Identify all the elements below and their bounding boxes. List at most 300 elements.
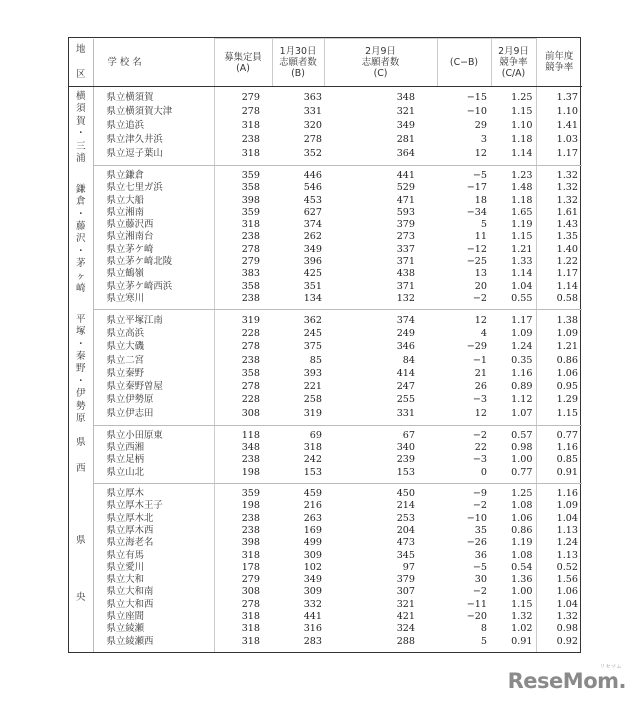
ratio-feb9-cell: 1.65 bbox=[491, 207, 536, 219]
school-name-cell: 県立厚木北 bbox=[93, 513, 214, 525]
prev-year-ratio-cell: 1.10 bbox=[556, 106, 578, 118]
table-row bbox=[69, 87, 582, 106]
table-row bbox=[69, 147, 582, 166]
table-row bbox=[69, 293, 582, 310]
applicants-feb9-cell: 247 bbox=[396, 381, 415, 393]
capacity-cell: 398 bbox=[241, 194, 260, 206]
diff-cell: 20 bbox=[474, 280, 487, 292]
table-row bbox=[69, 562, 582, 574]
school-name-cell: 県立逗子葉山 bbox=[93, 147, 214, 166]
applicants-feb9-cell: 346 bbox=[396, 341, 415, 353]
table-row bbox=[69, 599, 582, 611]
ratio-feb9-cell: 1.14 bbox=[491, 147, 536, 166]
diff-cell: 12 bbox=[474, 314, 487, 326]
applicants-jan30-cell: 245 bbox=[303, 328, 322, 340]
diff-cell: −5 bbox=[472, 561, 487, 573]
applicants-feb9-cell: 307 bbox=[396, 586, 415, 598]
prev-year-ratio-cell: 1.04 bbox=[556, 512, 578, 524]
school-name-cell: 県立七里ガ浜 bbox=[93, 182, 214, 194]
applicants-feb9-cell: 529 bbox=[396, 182, 415, 194]
region-label: 鎌 倉 ・ 藤 沢 ・ 茅 ヶ 崎 bbox=[69, 165, 93, 309]
applicants-feb9-cell: 374 bbox=[396, 314, 415, 326]
capacity-cell: 198 bbox=[214, 467, 272, 484]
applicants-jan30-cell: 258 bbox=[303, 394, 322, 406]
applicants-jan30-cell: 332 bbox=[303, 598, 322, 610]
capacity-cell: 308 bbox=[241, 586, 260, 598]
table-row bbox=[69, 367, 582, 380]
applicants-jan30-cell: 69 bbox=[309, 429, 322, 441]
table-row bbox=[69, 165, 582, 182]
school-name-cell: 県立横須賀 bbox=[93, 87, 214, 106]
capacity-cell: 279 bbox=[241, 92, 260, 103]
table-row bbox=[69, 454, 582, 466]
table-row bbox=[69, 231, 582, 243]
school-name-cell: 県立有馬 bbox=[93, 550, 214, 562]
school-name-cell: 県立山北 bbox=[93, 467, 214, 484]
school-name-cell: 県立厚木王子 bbox=[93, 500, 214, 512]
diff-cell: −17 bbox=[466, 182, 487, 194]
capacity-cell: 358 bbox=[241, 182, 260, 194]
capacity-cell: 228 bbox=[241, 328, 260, 340]
capacity-cell: 383 bbox=[241, 268, 260, 280]
ratio-feb9-cell: 1.19 bbox=[491, 537, 536, 549]
applicants-feb9-cell: 349 bbox=[396, 119, 415, 131]
school-name-cell: 県立西湘 bbox=[93, 442, 214, 454]
region-label: 平 塚 ・ 秦 野 ・ 伊 勢 原 bbox=[69, 310, 93, 426]
school-name-cell: 県立大磯 bbox=[93, 341, 214, 354]
table-row bbox=[69, 442, 582, 454]
prev-year-ratio-cell: 1.13 bbox=[556, 549, 578, 561]
applicants-jan30-cell: 242 bbox=[303, 454, 322, 466]
diff-cell: −5 bbox=[472, 169, 487, 181]
prev-year-ratio-cell: 1.16 bbox=[556, 488, 578, 500]
ratio-feb9-cell: 1.00 bbox=[491, 454, 536, 466]
diff-cell: 5 bbox=[480, 635, 487, 647]
region-label: 県 西 bbox=[69, 425, 93, 483]
applicant-ratio-table bbox=[69, 38, 582, 652]
ratio-feb9-cell: 1.15 bbox=[491, 105, 536, 119]
ratio-feb9-cell: 1.19 bbox=[491, 219, 536, 231]
school-name-cell: 県立大船 bbox=[93, 195, 214, 207]
header-row bbox=[69, 39, 582, 87]
prev-year-ratio-cell: 1.32 bbox=[556, 169, 578, 181]
prev-year-ratio-cell: 1.56 bbox=[556, 574, 578, 586]
table-row bbox=[69, 484, 582, 501]
applicants-feb9-cell: 441 bbox=[396, 169, 415, 181]
table-row bbox=[69, 119, 582, 133]
applicants-jan30-cell: 441 bbox=[303, 611, 322, 623]
ratio-feb9-cell: 0.86 bbox=[491, 525, 536, 537]
header-applicants-feb9: 2月9日 志願者数 (C) bbox=[324, 39, 437, 87]
school-name-cell: 県立湘南台 bbox=[93, 231, 214, 243]
prev-year-ratio-cell: 1.32 bbox=[556, 182, 578, 194]
applicants-feb9-cell: 348 bbox=[396, 92, 415, 103]
table-row bbox=[69, 407, 582, 425]
prev-year-ratio-cell: 0.85 bbox=[556, 454, 578, 466]
school-name-cell: 県立綾瀬西 bbox=[93, 636, 214, 652]
table-row bbox=[69, 500, 582, 512]
school-name-cell: 県立追浜 bbox=[93, 119, 214, 133]
applicants-feb9-cell: 345 bbox=[396, 549, 415, 561]
ratio-feb9-cell: 0.35 bbox=[491, 354, 536, 367]
diff-cell: −12 bbox=[466, 243, 487, 255]
applicants-jan30-cell: 425 bbox=[303, 268, 322, 280]
applicants-jan30-cell: 309 bbox=[303, 549, 322, 561]
table-row bbox=[69, 328, 582, 341]
capacity-cell: 278 bbox=[241, 381, 260, 393]
diff-cell: −2 bbox=[437, 293, 491, 310]
table-row bbox=[69, 281, 582, 293]
ratio-feb9-cell: 1.18 bbox=[491, 195, 536, 207]
applicants-feb9-cell: 153 bbox=[324, 467, 437, 484]
applicants-jan30-cell: 349 bbox=[303, 243, 322, 255]
applicants-feb9-cell: 340 bbox=[396, 442, 415, 454]
ratio-feb9-cell: 1.32 bbox=[491, 611, 536, 623]
results-table-container bbox=[68, 37, 581, 653]
diff-cell: 35 bbox=[474, 524, 487, 536]
diff-cell: 5 bbox=[480, 219, 487, 231]
applicants-jan30-cell: 331 bbox=[303, 106, 322, 118]
prev-year-ratio-cell: 0.52 bbox=[556, 561, 578, 573]
prev-year-ratio-cell: 1.61 bbox=[556, 206, 578, 218]
diff-cell: 13 bbox=[474, 268, 487, 280]
capacity-cell: 198 bbox=[241, 500, 260, 512]
capacity-cell: 318 bbox=[214, 147, 272, 166]
applicants-feb9-cell: 337 bbox=[396, 243, 415, 255]
ratio-feb9-cell: 0.98 bbox=[491, 442, 536, 454]
school-name-cell: 県立鶴嶺 bbox=[93, 268, 214, 280]
applicants-feb9-cell: 214 bbox=[396, 500, 415, 512]
applicants-jan30-cell: 393 bbox=[303, 367, 322, 379]
ratio-feb9-cell: 1.08 bbox=[491, 550, 536, 562]
applicants-jan30-cell: 283 bbox=[303, 635, 322, 647]
prev-year-ratio-cell: 1.17 bbox=[536, 147, 582, 166]
ratio-feb9-cell: 1.10 bbox=[491, 119, 536, 133]
capacity-cell: 278 bbox=[241, 341, 260, 353]
ratio-feb9-cell: 1.12 bbox=[491, 394, 536, 407]
applicants-jan30-cell: 320 bbox=[303, 119, 322, 131]
capacity-cell: 358 bbox=[241, 367, 260, 379]
capacity-cell: 348 bbox=[241, 442, 260, 454]
capacity-cell: 358 bbox=[241, 280, 260, 292]
applicants-feb9-cell: 273 bbox=[396, 231, 415, 243]
applicants-jan30-cell: 627 bbox=[303, 206, 322, 218]
applicants-feb9-cell: 371 bbox=[396, 256, 415, 268]
applicants-feb9-cell: 321 bbox=[396, 106, 415, 118]
applicants-feb9-cell: 249 bbox=[396, 328, 415, 340]
table-row bbox=[69, 354, 582, 367]
prev-year-ratio-cell: 0.77 bbox=[556, 429, 578, 441]
resemom-logo: リセマム ReseMom. bbox=[507, 664, 626, 693]
prev-year-ratio-cell: 1.22 bbox=[556, 256, 578, 268]
capacity-cell: 318 bbox=[241, 611, 260, 623]
ratio-feb9-cell: 0.89 bbox=[491, 381, 536, 394]
diff-cell: 11 bbox=[474, 231, 487, 243]
school-name-cell: 県立大和 bbox=[93, 574, 214, 586]
ratio-feb9-cell: 0.54 bbox=[491, 562, 536, 574]
capacity-cell: 318 bbox=[241, 549, 260, 561]
school-name-cell: 県立厚木西 bbox=[93, 525, 214, 537]
capacity-cell: 238 bbox=[241, 354, 260, 366]
ratio-feb9-cell: 1.25 bbox=[491, 87, 536, 106]
applicants-feb9-cell: 450 bbox=[396, 488, 415, 500]
header-school-name: 学校名 bbox=[93, 39, 214, 87]
applicants-feb9-cell: 593 bbox=[396, 206, 415, 218]
school-name-cell: 県立鎌倉 bbox=[93, 165, 214, 182]
applicants-jan30-cell: 374 bbox=[303, 219, 322, 231]
applicants-feb9-cell: 253 bbox=[396, 512, 415, 524]
capacity-cell: 279 bbox=[241, 574, 260, 586]
capacity-cell: 359 bbox=[241, 206, 260, 218]
ratio-feb9-cell: 1.00 bbox=[491, 586, 536, 598]
capacity-cell: 359 bbox=[241, 169, 260, 181]
applicants-feb9-cell: 321 bbox=[396, 598, 415, 610]
header-applicants-jan30: 1月30日 志願者数 (B) bbox=[272, 39, 324, 87]
prev-year-ratio-cell: 1.40 bbox=[556, 243, 578, 255]
applicants-jan30-cell: 169 bbox=[303, 524, 322, 536]
ratio-feb9-cell: 1.16 bbox=[491, 367, 536, 380]
ratio-feb9-cell: 0.91 bbox=[491, 636, 536, 652]
header-region: 地 区 bbox=[69, 39, 93, 87]
applicants-jan30-cell: 352 bbox=[272, 147, 324, 166]
prev-year-ratio-cell: 1.29 bbox=[556, 394, 578, 406]
applicants-jan30-cell: 134 bbox=[272, 293, 324, 310]
table-row bbox=[69, 537, 582, 549]
diff-cell: −25 bbox=[466, 256, 487, 268]
diff-cell: 0 bbox=[437, 467, 491, 484]
diff-cell: −34 bbox=[466, 206, 487, 218]
applicants-feb9-cell: 132 bbox=[324, 293, 437, 310]
capacity-cell: 238 bbox=[241, 454, 260, 466]
table-row bbox=[69, 525, 582, 537]
capacity-cell: 398 bbox=[241, 537, 260, 549]
header-prev-year-ratio: 前年度 競争率 bbox=[536, 39, 582, 87]
applicants-feb9-cell: 379 bbox=[396, 219, 415, 231]
applicants-feb9-cell: 204 bbox=[396, 524, 415, 536]
school-name-cell: 県立海老名 bbox=[93, 537, 214, 549]
diff-cell: 26 bbox=[474, 381, 487, 393]
prev-year-ratio-cell: 1.16 bbox=[556, 442, 578, 454]
diff-cell: 8 bbox=[480, 623, 487, 635]
applicants-jan30-cell: 278 bbox=[303, 133, 322, 145]
applicants-feb9-cell: 379 bbox=[396, 574, 415, 586]
school-name-cell: 県立平塚江南 bbox=[93, 310, 214, 328]
capacity-cell: 318 bbox=[241, 219, 260, 231]
capacity-cell: 318 bbox=[241, 623, 260, 635]
ratio-feb9-cell: 1.48 bbox=[491, 182, 536, 194]
prev-year-ratio-cell: 0.91 bbox=[536, 467, 582, 484]
table-row bbox=[69, 268, 582, 280]
prev-year-ratio-cell: 1.21 bbox=[556, 341, 578, 353]
prev-year-ratio-cell: 1.14 bbox=[556, 280, 578, 292]
applicants-feb9-cell: 471 bbox=[396, 194, 415, 206]
diff-cell: 3 bbox=[480, 133, 487, 145]
school-name-cell: 県立伊志田 bbox=[93, 407, 214, 425]
capacity-cell: 318 bbox=[241, 635, 260, 647]
diff-cell: −11 bbox=[466, 598, 487, 610]
prev-year-ratio-cell: 1.41 bbox=[556, 119, 578, 131]
table-row bbox=[69, 467, 582, 484]
table-row bbox=[69, 550, 582, 562]
school-name-cell: 県立秦野曽屋 bbox=[93, 381, 214, 394]
prev-year-ratio-cell: 1.09 bbox=[556, 500, 578, 512]
diff-cell: −3 bbox=[472, 454, 487, 466]
ratio-feb9-cell: 1.24 bbox=[491, 341, 536, 354]
school-name-cell: 県立綾瀬 bbox=[93, 623, 214, 635]
applicants-jan30-cell: 221 bbox=[303, 381, 322, 393]
diff-cell: 4 bbox=[480, 328, 487, 340]
diff-cell: −2 bbox=[472, 429, 487, 441]
table-body bbox=[69, 87, 582, 652]
diff-cell: 36 bbox=[474, 549, 487, 561]
capacity-cell: 278 bbox=[241, 106, 260, 118]
applicants-jan30-cell: 375 bbox=[303, 341, 322, 353]
prev-year-ratio-cell: 1.13 bbox=[556, 524, 578, 536]
prev-year-ratio-cell: 0.95 bbox=[556, 381, 578, 393]
applicants-jan30-cell: 459 bbox=[303, 488, 322, 500]
applicants-jan30-cell: 85 bbox=[309, 354, 322, 366]
diff-cell: 30 bbox=[474, 574, 487, 586]
prev-year-ratio-cell: 1.15 bbox=[536, 407, 582, 425]
ratio-feb9-cell: 1.36 bbox=[491, 574, 536, 586]
prev-year-ratio-cell: 0.98 bbox=[556, 623, 578, 635]
diff-cell: −1 bbox=[472, 354, 487, 366]
table-row bbox=[69, 244, 582, 256]
school-name-cell: 県立津久井浜 bbox=[93, 133, 214, 147]
applicants-feb9-cell: 331 bbox=[324, 407, 437, 425]
table-row bbox=[69, 133, 582, 147]
prev-year-ratio-cell: 1.43 bbox=[556, 219, 578, 231]
applicants-feb9-cell: 281 bbox=[396, 133, 415, 145]
applicants-feb9-cell: 473 bbox=[396, 537, 415, 549]
diff-cell: 22 bbox=[474, 442, 487, 454]
school-name-cell: 県立大和南 bbox=[93, 586, 214, 598]
prev-year-ratio-cell: 1.03 bbox=[556, 133, 578, 145]
school-name-cell: 県立座間 bbox=[93, 611, 214, 623]
prev-year-ratio-cell: 1.35 bbox=[556, 231, 578, 243]
table-row bbox=[69, 219, 582, 231]
applicants-jan30-cell: 546 bbox=[303, 182, 322, 194]
table-row bbox=[69, 574, 582, 586]
school-name-cell: 県立茅ケ崎北陵 bbox=[93, 256, 214, 268]
ratio-feb9-cell: 1.23 bbox=[491, 165, 536, 182]
capacity-cell: 359 bbox=[241, 488, 260, 500]
capacity-cell: 228 bbox=[241, 394, 260, 406]
school-name-cell: 県立伊勢原 bbox=[93, 394, 214, 407]
table-row bbox=[69, 623, 582, 635]
school-name-cell: 県立寒川 bbox=[93, 293, 214, 310]
school-name-cell: 県立横須賀大津 bbox=[93, 105, 214, 119]
diff-cell: −2 bbox=[472, 586, 487, 598]
applicants-feb9-cell: 371 bbox=[396, 280, 415, 292]
applicants-jan30-cell: 309 bbox=[303, 586, 322, 598]
table-row bbox=[69, 586, 582, 598]
applicants-jan30-cell: 362 bbox=[303, 314, 322, 326]
applicants-jan30-cell: 446 bbox=[303, 169, 322, 181]
ratio-feb9-cell: 1.02 bbox=[491, 623, 536, 635]
table-row bbox=[69, 105, 582, 119]
capacity-cell: 238 bbox=[241, 512, 260, 524]
ratio-feb9-cell: 1.17 bbox=[491, 310, 536, 328]
table-row bbox=[69, 636, 582, 652]
table-row bbox=[69, 341, 582, 354]
capacity-cell: 279 bbox=[241, 256, 260, 268]
applicants-jan30-cell: 153 bbox=[272, 467, 324, 484]
applicants-feb9-cell: 84 bbox=[402, 354, 415, 366]
applicants-jan30-cell: 216 bbox=[303, 500, 322, 512]
applicants-feb9-cell: 324 bbox=[396, 623, 415, 635]
diff-cell: −3 bbox=[472, 394, 487, 406]
table-row bbox=[69, 195, 582, 207]
prev-year-ratio-cell: 0.58 bbox=[536, 293, 582, 310]
ratio-feb9-cell: 0.77 bbox=[491, 467, 536, 484]
prev-year-ratio-cell: 0.86 bbox=[556, 354, 578, 366]
school-name-cell: 県立二宮 bbox=[93, 354, 214, 367]
ratio-feb9-cell: 0.55 bbox=[491, 293, 536, 310]
prev-year-ratio-cell: 1.32 bbox=[556, 611, 578, 623]
prev-year-ratio-cell: 0.92 bbox=[556, 635, 578, 647]
ratio-feb9-cell: 1.21 bbox=[491, 244, 536, 256]
prev-year-ratio-cell: 1.24 bbox=[556, 537, 578, 549]
capacity-cell: 319 bbox=[241, 314, 260, 326]
diff-cell: 21 bbox=[474, 367, 487, 379]
prev-year-ratio-cell: 1.09 bbox=[556, 328, 578, 340]
ratio-feb9-cell: 1.06 bbox=[491, 513, 536, 525]
diff-cell: −2 bbox=[472, 500, 487, 512]
applicants-jan30-cell: 363 bbox=[303, 92, 322, 103]
table-row bbox=[69, 611, 582, 623]
ratio-feb9-cell: 1.14 bbox=[491, 268, 536, 280]
applicants-jan30-cell: 102 bbox=[303, 561, 322, 573]
table-row bbox=[69, 381, 582, 394]
school-name-cell: 県立藤沢西 bbox=[93, 219, 214, 231]
prev-year-ratio-cell: 1.32 bbox=[556, 194, 578, 206]
table-row bbox=[69, 256, 582, 268]
prev-year-ratio-cell: 1.06 bbox=[556, 367, 578, 379]
region-label: 横 須 賀 ・ 三 浦 bbox=[69, 87, 93, 166]
header-ratio-feb9: 2月9日 競争率 (C/A) bbox=[491, 39, 536, 87]
diff-cell: −10 bbox=[466, 106, 487, 118]
school-name-cell: 県立愛川 bbox=[93, 562, 214, 574]
school-name-cell: 県立茅ケ崎 bbox=[93, 244, 214, 256]
ratio-feb9-cell: 1.09 bbox=[491, 328, 536, 341]
ratio-feb9-cell: 0.57 bbox=[491, 425, 536, 442]
school-name-cell: 県立秦野 bbox=[93, 367, 214, 380]
capacity-cell: 238 bbox=[241, 231, 260, 243]
ratio-feb9-cell: 1.04 bbox=[491, 281, 536, 293]
diff-cell: −9 bbox=[472, 488, 487, 500]
diff-cell: −10 bbox=[466, 512, 487, 524]
capacity-cell: 238 bbox=[241, 524, 260, 536]
prev-year-ratio-cell: 1.38 bbox=[556, 314, 578, 326]
prev-year-ratio-cell: 1.17 bbox=[556, 268, 578, 280]
capacity-cell: 178 bbox=[241, 561, 260, 573]
table-row bbox=[69, 425, 582, 442]
school-name-cell: 県立小田原東 bbox=[93, 425, 214, 442]
applicants-jan30-cell: 499 bbox=[303, 537, 322, 549]
diff-cell: −15 bbox=[466, 92, 487, 103]
ratio-feb9-cell: 1.33 bbox=[491, 256, 536, 268]
school-name-cell: 県立足柄 bbox=[93, 454, 214, 466]
applicants-jan30-cell: 263 bbox=[303, 512, 322, 524]
region-label: 県 央 bbox=[69, 484, 93, 652]
ratio-feb9-cell: 1.15 bbox=[491, 599, 536, 611]
capacity-cell: 238 bbox=[214, 293, 272, 310]
header-capacity: 募集定員 (A) bbox=[214, 39, 272, 87]
applicants-feb9-cell: 239 bbox=[396, 454, 415, 466]
applicants-feb9-cell: 364 bbox=[324, 147, 437, 166]
capacity-cell: 308 bbox=[214, 407, 272, 425]
